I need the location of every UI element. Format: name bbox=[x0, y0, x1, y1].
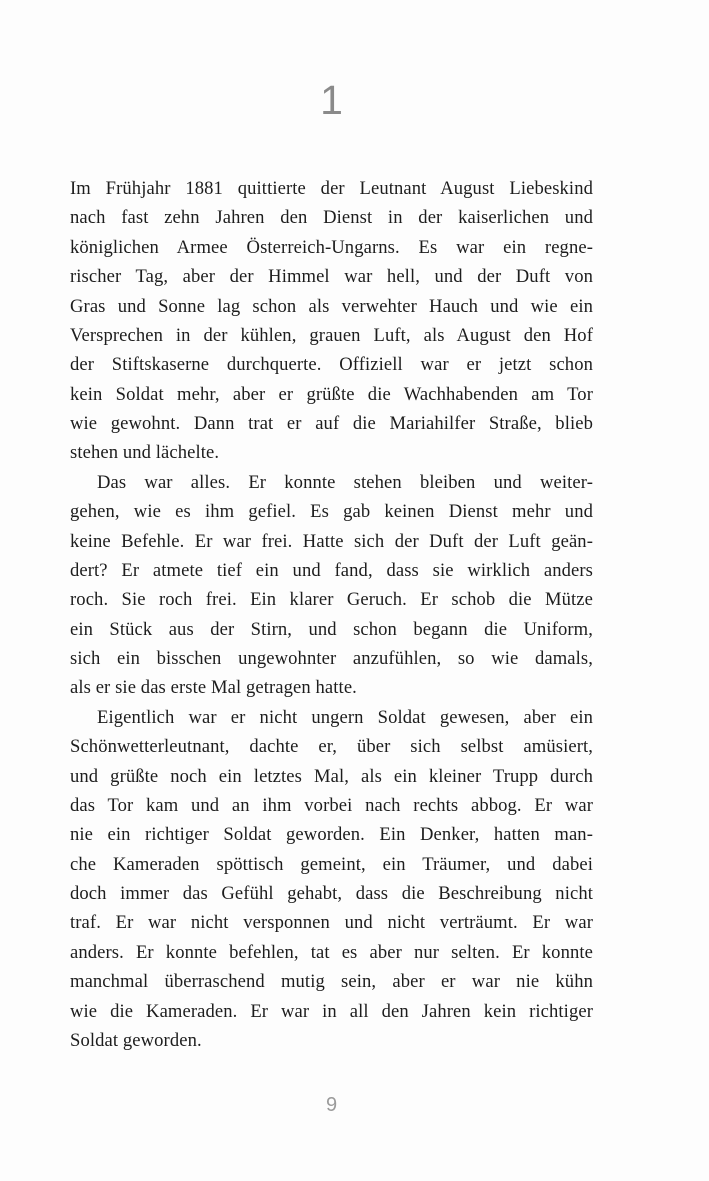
text-line: der Stiftskaserne durchquerte. Offiziell war er jetzt schon bbox=[70, 354, 593, 376]
text-line: traf. Er war nicht versponnen und nicht verträumt. Er war bbox=[70, 912, 593, 934]
text-line: manchmal überraschend mutig sein, aber er war nie kühn bbox=[70, 971, 593, 993]
text-line: Gras und Sonne lag schon als verwehter Hauch und wie ein bbox=[70, 295, 593, 317]
text-line: anders. Er konnte befehlen, tat es aber nur selten. Er konnte bbox=[70, 941, 593, 963]
text-line: königlichen Armee Österreich-Ungarns. Es war ein regne- bbox=[70, 236, 593, 258]
text-line: Das war alles. Er konnte stehen bleiben und weiter- bbox=[97, 471, 593, 493]
text-line: das Tor kam und an ihm vorbei nach rechts abbog. Er war bbox=[70, 794, 593, 816]
text-line: nie ein richtiger Soldat geworden. Ein Denker, hatten man- bbox=[70, 824, 593, 846]
text-line: nach fast zehn Jahren den Dienst in der kaiserlichen und bbox=[70, 207, 593, 229]
text-line: Schönwetterleutnant, dachte er, über sich selbst amüsiert, bbox=[70, 736, 593, 758]
page-number: 9 bbox=[325, 1094, 338, 1116]
text-line: wie gewohnt. Dann trat er auf die Mariahilfer Straße, blieb bbox=[70, 413, 593, 434]
text-line: doch immer das Gefühl gehabt, dass die Beschreibung nicht bbox=[70, 883, 593, 904]
chapter-number: 1 bbox=[320, 77, 343, 123]
text-line: ein Stück aus der Stirn, und schon begann die Uniform, bbox=[70, 618, 593, 640]
text-line: Eigentlich war er nicht ungern Soldat gewesen, aber ein bbox=[97, 706, 593, 728]
text-line: Soldat geworden. bbox=[70, 1029, 202, 1051]
text-line: dert? Er atmete tief ein und fand, dass sie wirklich anders bbox=[70, 559, 593, 581]
text-line: stehen und lächelte. bbox=[70, 442, 220, 464]
text-line: wie die Kameraden. Er war in all den Jahren kein richtiger bbox=[70, 1000, 593, 1022]
text-line: Versprechen in der kühlen, grauen Luft, als August den Hof bbox=[70, 324, 593, 346]
text-line: keine Befehle. Er war frei. Hatte sich der Duft der Luft geän- bbox=[70, 530, 593, 552]
text-line: Im Frühjahr 1881 quittierte der Leutnant August Liebeskind bbox=[70, 178, 593, 199]
text-line: kein Soldat mehr, aber er grüßte die Wachhabenden am Tor bbox=[70, 383, 593, 405]
text-line: und grüßte noch ein letztes Mal, als ein kleiner Trupp durch bbox=[70, 765, 593, 787]
text-line: rischer Tag, aber der Himmel war hell, und der Duft von bbox=[70, 266, 593, 288]
text-line: gehen, wie es ihm gefiel. Es gab keinen Dienst mehr und bbox=[70, 501, 593, 523]
text-line: sich ein bisschen ungewohnter anzufühlen, so wie damals, bbox=[70, 648, 593, 669]
body-text bbox=[70, 174, 593, 1055]
text-line: als er sie das erste Mal getragen hatte. bbox=[70, 677, 357, 699]
text-line: che Kameraden spöttisch gemeint, ein Träumer, und dabei bbox=[70, 853, 593, 875]
text-line: roch. Sie roch frei. Ein klarer Geruch. Er schob die Mütze bbox=[70, 589, 593, 611]
